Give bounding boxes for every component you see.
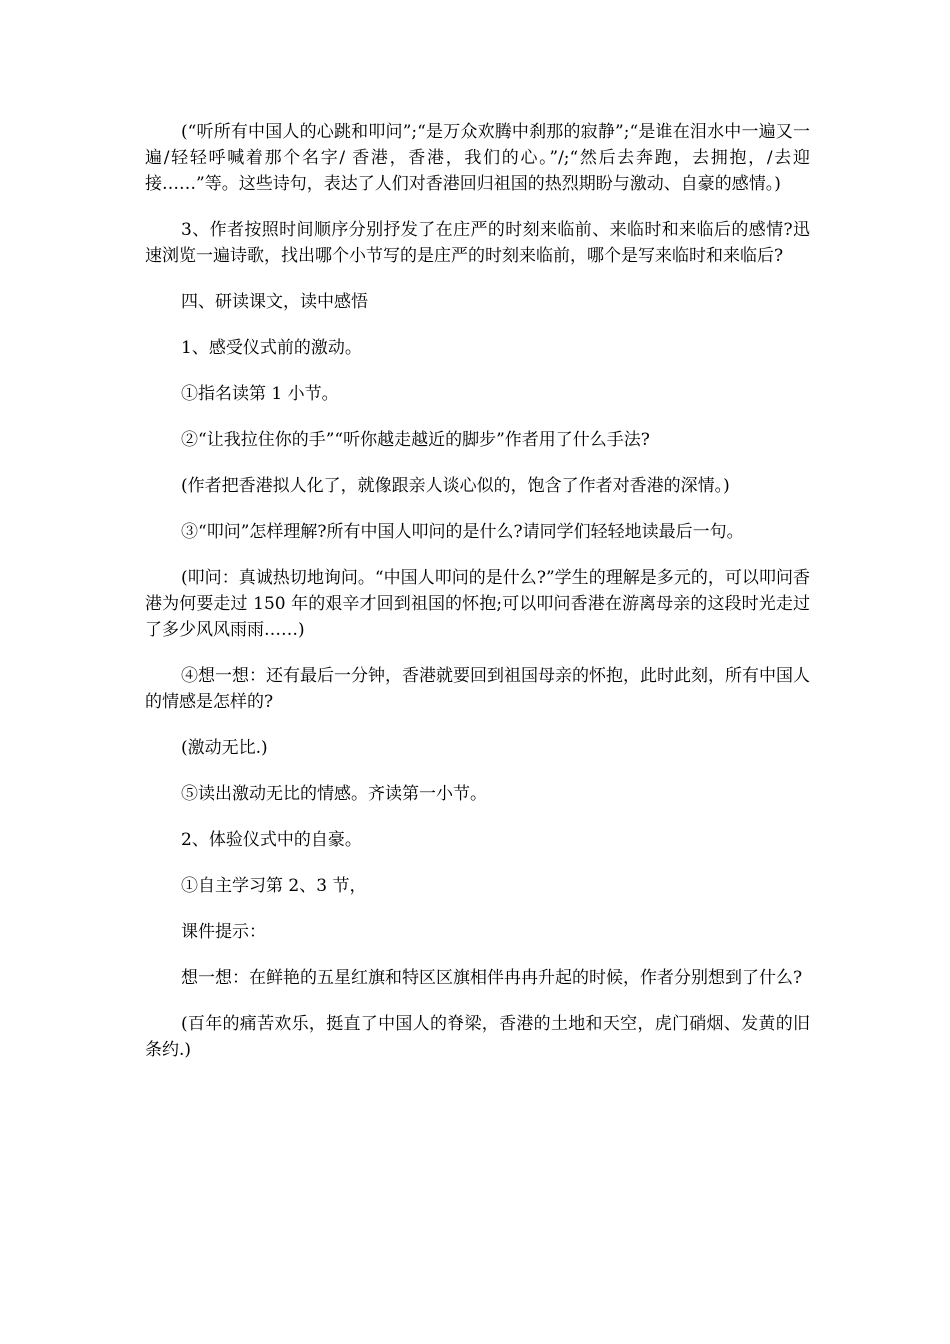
courseware-hint-label: 课件提示： [181,922,266,942]
step-4: ④想一想：还有最后一分钟，香港就要回到祖国母亲的怀抱，此时此刻，所有中国人的情感是怎样的? [145,666,810,712]
document-page [145,119,810,1083]
step-1: ①指名读第 1 小节。 [181,384,339,404]
paragraph-quoted-poem-lines: (“听所有中国人的心跳和叩问”;“是万众欢腾中刹那的寂静”;“是谁在泪水中一遍又一遍/轻轻呼喊着那个名字/ 香港，香港，我们的心。”/;“然后去奔跑，去拥抱，/去迎接……”等。这些诗句，表达了人们对香港回归祖国的热烈期盼与激动、自豪的感情。) [145,122,810,194]
step-2: ②“让我拉住你的手”“听你越走越近的脚步”作者用了什么手法? [181,430,650,450]
answer-4: (激动无比.) [181,738,268,758]
think-question: 想一想：在鲜艳的五星红旗和特区区旗相伴冉冉升起的时候，作者分别想到了什么? [181,968,803,988]
paragraph-question-3: 3、作者按照时间顺序分别抒发了在庄严的时刻来临前、来临时和来临后的感情?迅速浏览一遍诗歌，找出哪个小节写的是庄严的时刻来临前，哪个是写来临时和来临后? [145,220,810,266]
answer-3: (叩问：真诚热切地询问。“中国人叩问的是什么?”学生的理解是多元的，可以叩问香港为何要走过 150 年的艰辛才回到祖国的怀抱;可以叩问香港在游离母亲的这段时光走过了多少风风雨雨……) [145,568,810,640]
think-answer: (百年的痛苦欢乐，挺直了中国人的脊梁，香港的土地和天空，虎门硝烟、发黄的旧条约.) [145,1014,810,1060]
subheading-2: 2、体验仪式中的自豪。 [181,830,362,850]
step-5: ⑤读出激动无比的情感。齐读第一小节。 [181,784,487,804]
answer-2: (作者把香港拟人化了，就像跟亲人谈心似的，饱含了作者对香港的深情。) [181,476,730,496]
section-heading-4: 四、研读课文，读中感悟 [181,292,368,312]
step-3: ③“叩问”怎样理解?所有中国人叩问的是什么?请同学们轻轻地读最后一句。 [181,522,744,542]
step-2-1: ①自主学习第 2、3 节， [181,876,367,896]
subheading-1: 1、感受仪式前的激动。 [181,338,362,358]
